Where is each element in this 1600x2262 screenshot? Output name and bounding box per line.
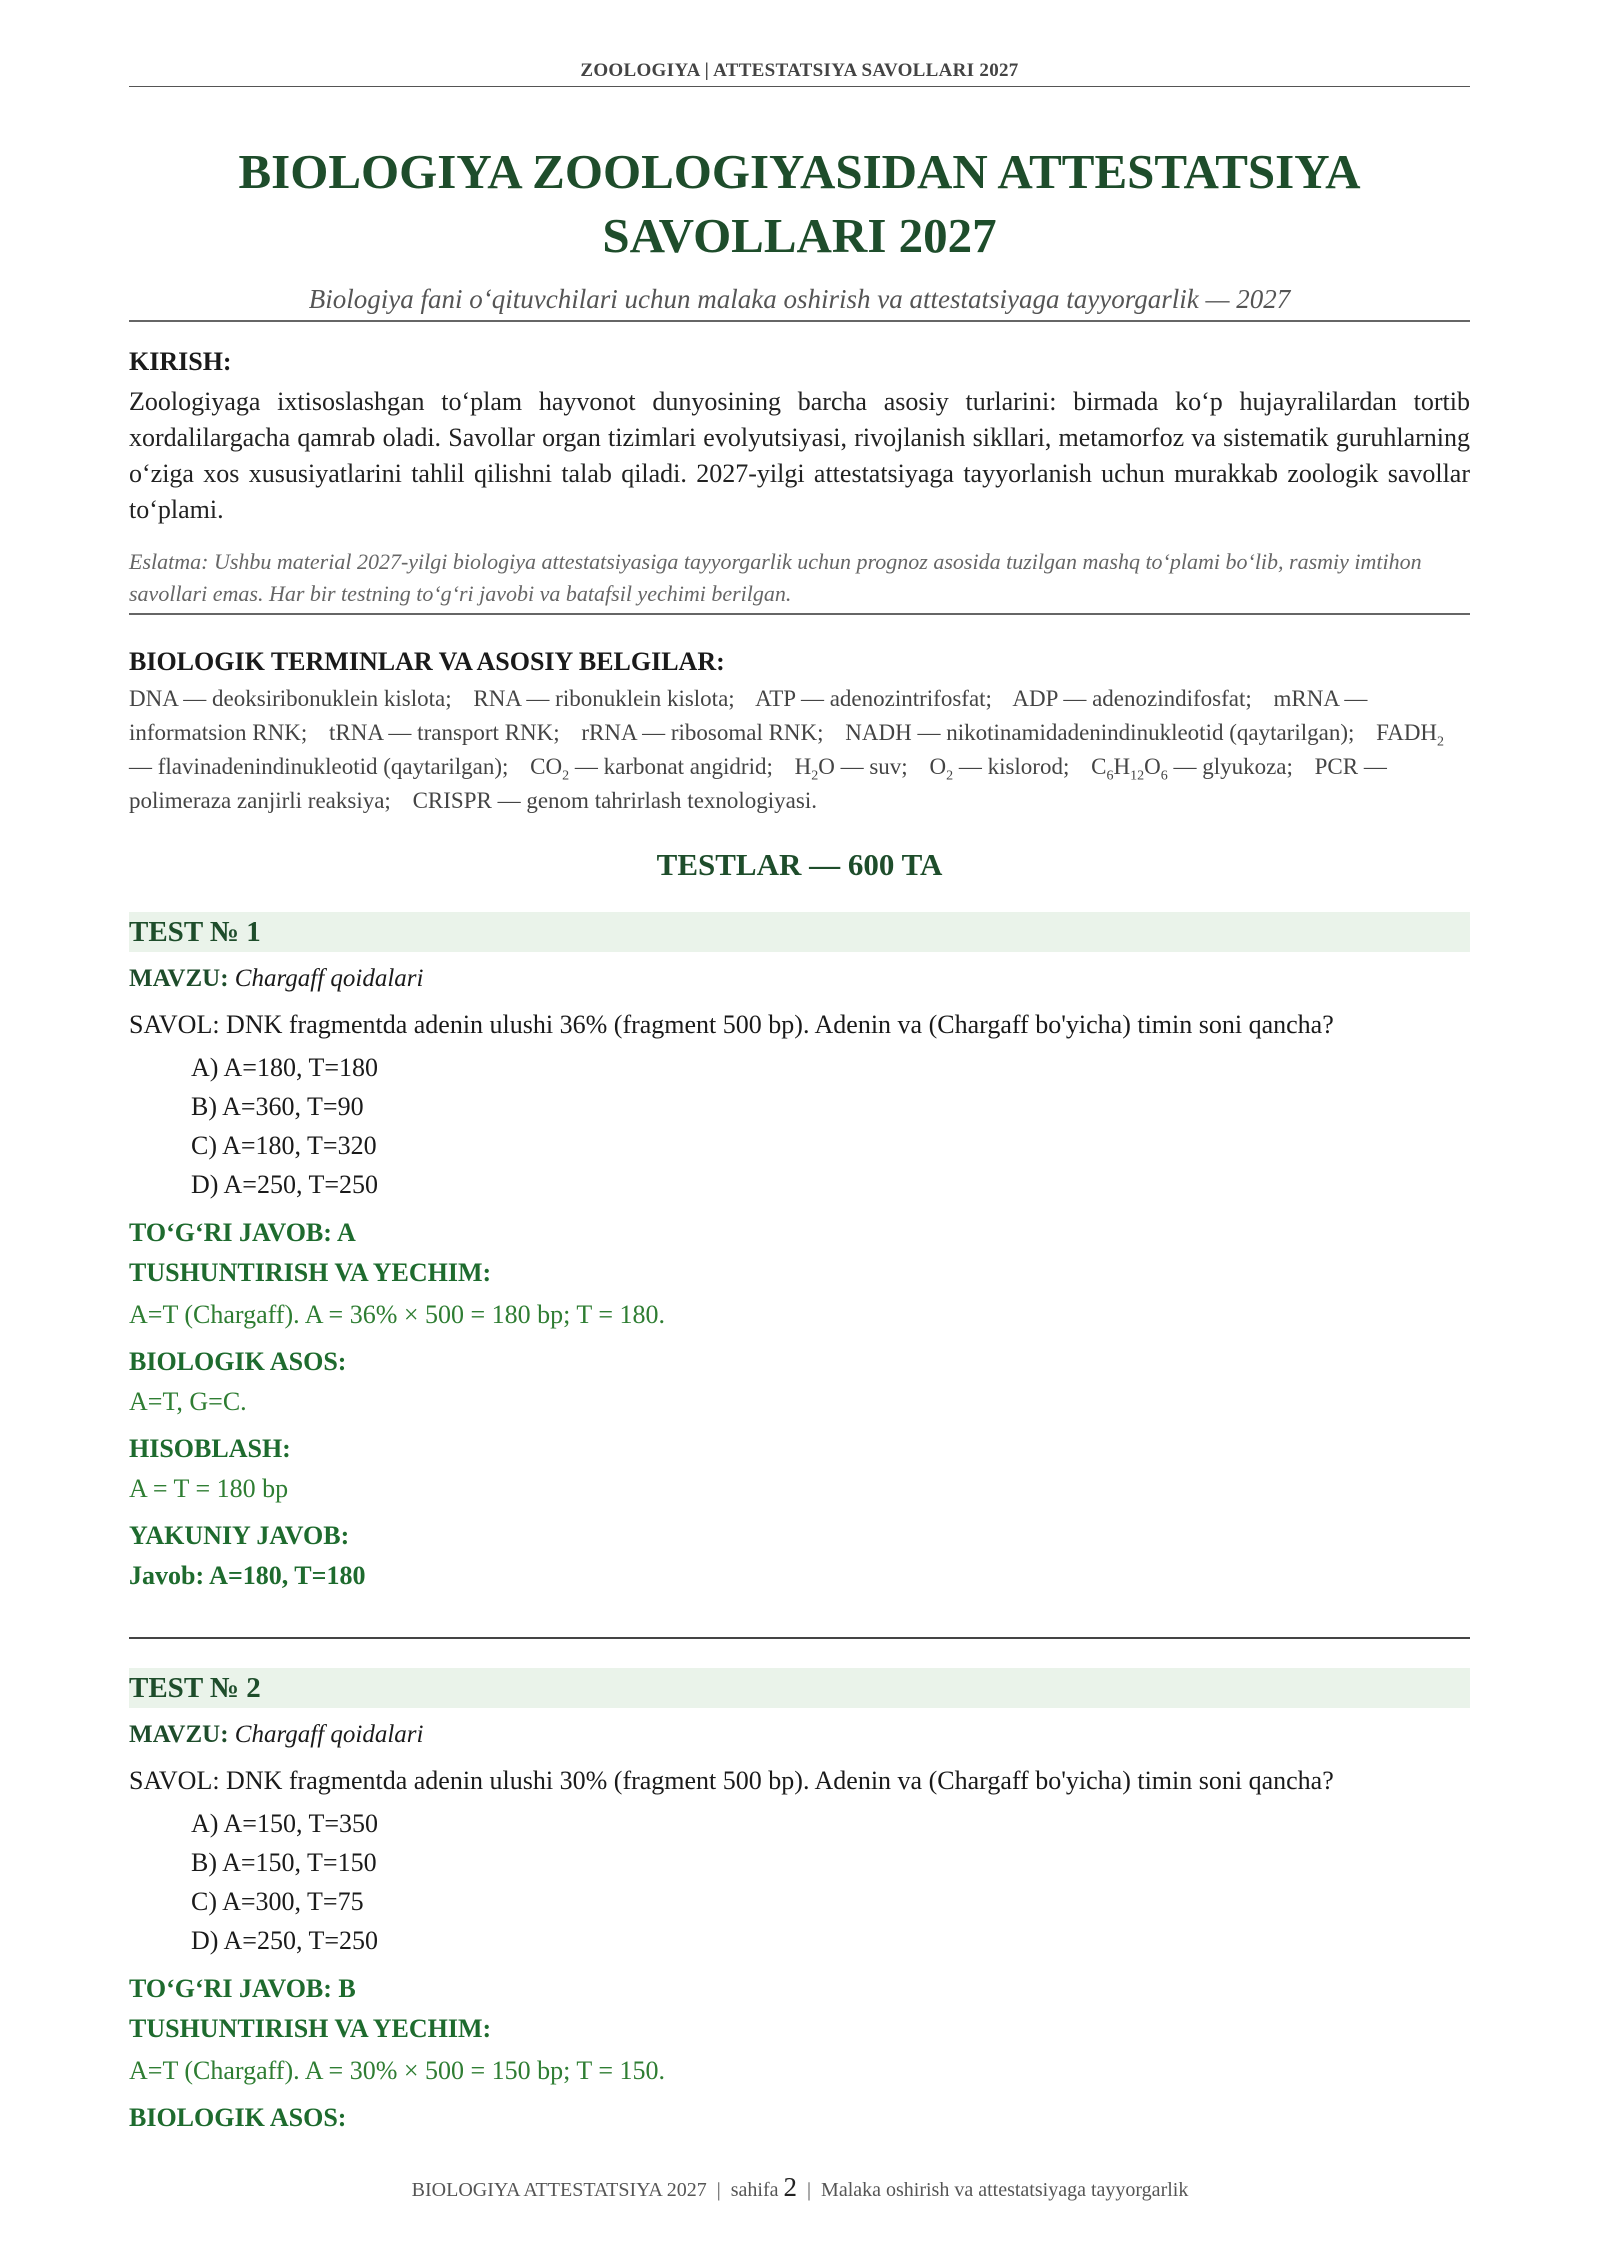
test-topic: MAVZU: Chargaff qoidalari [129, 965, 424, 992]
disclaimer-note: Eslatma: Ushbu material 2027-yilgi biologiya attestatsiyasiga tayyorgarlik uchun prognoz asosida tuzilgan mashq to‘plami bo‘lib, rasmiy imtihon savollari emas. Har bir testning to‘g‘ri javobi va batafsil yechimi berilgan. [129, 549, 1422, 606]
running-header: ZOOLOGIYA | ATTESTATSIYA SAVOLLARI 2027 [580, 60, 1019, 81]
intro-divider [129, 613, 1470, 615]
correct-answer: TO‘G‘RI JAVOB: A [129, 1218, 356, 1247]
header-divider [129, 86, 1470, 87]
page-footer [0, 2172, 1600, 2203]
answer-option: A) A=180, T=180 [191, 1053, 379, 1082]
explanation-heading: TUSHUNTIRISH VA YECHIM: [129, 2014, 492, 2043]
terms-heading: BIOLOGIK TERMINLAR VA ASOSIY BELGILAR: [129, 647, 725, 676]
test-title-bar [129, 912, 1470, 952]
term-crispr: CRISPR — genom tahrirlash texnologiyasi. [412, 788, 817, 813]
test-title-bar [129, 1668, 1470, 1708]
term-co2: $CO_2$ — karbonat angidrid; [530, 754, 773, 784]
term-h2o: $H_2O$ — suv; [794, 754, 908, 784]
term-o2: $O_2$ — kislorod; [929, 754, 1070, 784]
basis-heading: BIOLOGIK ASOS: [129, 2103, 347, 2132]
term-item: RNA — ribonuklein kislota; [473, 686, 735, 711]
term-pcr: PCR — polimeraza zanjirli reaksiya; [129, 754, 1387, 813]
test-topic: MAVZU: Chargaff qoidalari [129, 1721, 424, 1748]
footer-page-label: sahifa [730, 2179, 779, 2201]
term-item: ADP — adenozindifosfat; [1012, 686, 1252, 711]
term-glucose: $C_6H_{12}O_6$ — glyukoza; [1091, 754, 1293, 784]
explanation-text: A=T (Chargaff). A = 36% × 500 = 180 bp; T = 180. [129, 1300, 666, 1329]
answer-option: D) A=250, T=250 [191, 1170, 379, 1199]
test-title: TEST № 2 [129, 1672, 261, 1704]
title-line-2: SAVOLLARI 2027 [602, 208, 997, 263]
calculation-heading: HISOBLASH: [129, 1434, 291, 1463]
final-answer-heading: YAKUNIY JAVOB: [129, 1521, 350, 1550]
answer-option: B) A=150, T=150 [191, 1848, 377, 1877]
title-divider [129, 320, 1470, 322]
title-line-1: BIOLOGIYA ZOOLOGIYASIDAN ATTESTATSIYA [238, 144, 1361, 199]
footer-separator: | [807, 2179, 812, 2201]
test-card [129, 1668, 1470, 2148]
answer-option: C) A=180, T=320 [191, 1131, 377, 1160]
calculation-text: A = T = 180 bp [129, 1474, 289, 1503]
test-question: SAVOL: DNK fragmentda adenin ulushi 30% (fragment 500 bp). Adenin va (Chargaff bo'yicha) timin soni qancha? [129, 1766, 1334, 1795]
correct-answer: TO‘G‘RI JAVOB: B [129, 1974, 356, 2003]
final-answer: Javob: A=180, T=180 [129, 1561, 366, 1590]
answer-option: B) A=360, T=90 [191, 1092, 364, 1121]
test-title: TEST № 1 [129, 916, 261, 948]
document-title [129, 140, 1470, 268]
explanation-text: A=T (Chargaff). A = 30% × 500 = 150 bp; T = 150. [129, 2056, 666, 2085]
answer-option: C) A=300, T=75 [191, 1887, 364, 1916]
intro-heading: KIRISH: [129, 347, 232, 376]
test-card [129, 912, 1470, 1592]
footer-title: BIOLOGIYA ATTESTATSIYA 2027 [411, 2179, 707, 2201]
term-item: rRNA — ribosomal RNK; [581, 720, 824, 745]
test-separator [129, 1637, 1470, 1639]
term-item: mRNA — informatsion RNK; [129, 686, 1368, 745]
document-subtitle: Biologiya fani o‘qituvchilari uchun malaka oshirish va attestatsiyaga tayyorgarlik — 2027 [308, 284, 1291, 314]
answer-option: D) A=250, T=250 [191, 1926, 379, 1955]
term-item: DNA — deoksiribonuklein kislota; [129, 686, 452, 711]
basis-text: A=T, G=C. [129, 1387, 247, 1416]
answer-option: A) A=150, T=350 [191, 1809, 379, 1838]
page-number: 2 [783, 2172, 798, 2202]
term-fadh2: $FADH_2$ — flavinadenindinukleotid (qaytarilgan); [129, 720, 1445, 779]
terms-list [129, 682, 1470, 818]
term-item: tRNA — transport RNK; [329, 720, 560, 745]
term-item: ATP — adenozintrifosfat; [755, 686, 992, 711]
tests-section-title: TESTLAR — 600 TA [656, 847, 943, 882]
test-question: SAVOL: DNK fragmentda adenin ulushi 36% (fragment 500 bp). Adenin va (Chargaff bo'yicha) timin soni qancha? [129, 1010, 1334, 1039]
footer-separator: | [716, 2179, 721, 2201]
intro-paragraph: Zoologiyaga ixtisoslashgan to‘plam hayvonot dunyosining barcha asosiy turlarini: birmada ko‘p hujayralilardan tortib xordalilargacha qamrab oladi. Savollar organ tizimlari evolyutsiyasi, rivojlanish sikllari, metamorfoz va sistematik guruhlarning o‘ziga xos xususiyatlarini tahlil qilishni talab qiladi. 2027-yilgi attestatsiyaga tayyorlanish uchun murakkab zoologik savollar to‘plami. [129, 387, 1470, 524]
term-item: NADH — nikotinamidadenindinukleotid (qaytarilgan); [845, 720, 1355, 745]
footer-subtitle: Malaka oshirish va attestatsiyaga tayyorgarlik [821, 2179, 1189, 2201]
basis-heading: BIOLOGIK ASOS: [129, 1347, 347, 1376]
explanation-heading: TUSHUNTIRISH VA YECHIM: [129, 1258, 492, 1287]
